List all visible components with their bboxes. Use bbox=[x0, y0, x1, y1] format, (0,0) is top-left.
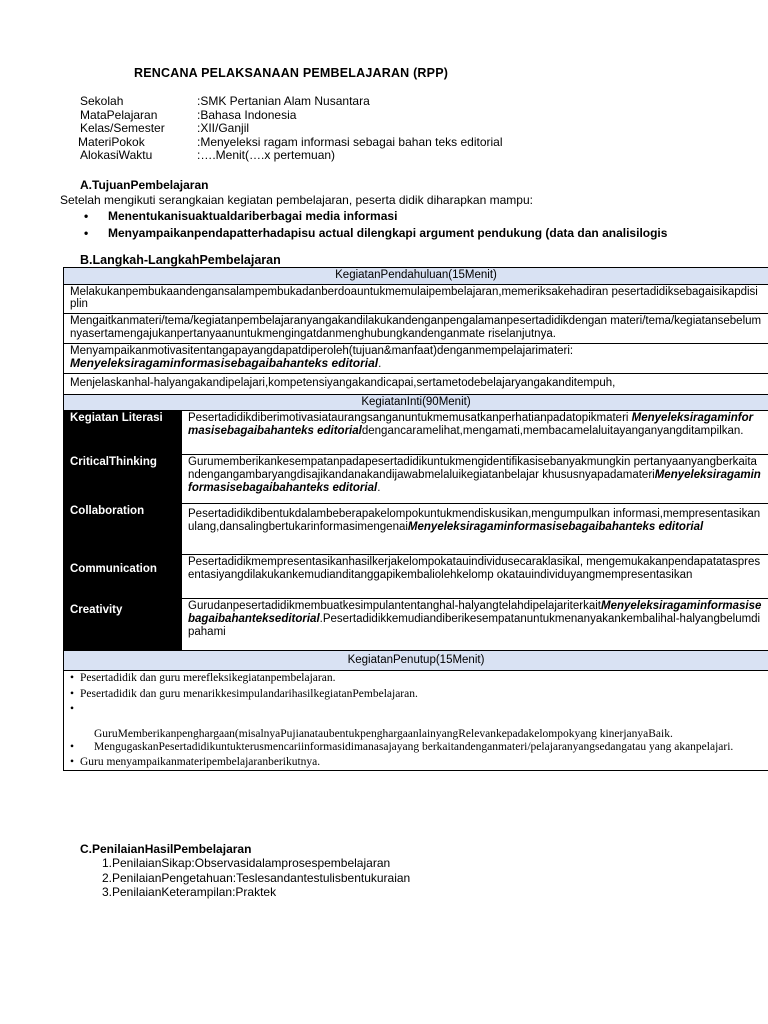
penutup-item bbox=[70, 741, 762, 754]
assessment-list bbox=[102, 856, 410, 900]
inti-text: Pesertadidikdibentukdalambeberapakelompokuntukmendiskusikan,mengumpulkan informasi,mempresentasikanulang,dansalingbertukarinformasimengenai bbox=[188, 508, 761, 534]
penutup-list bbox=[64, 671, 768, 771]
inti-content bbox=[182, 455, 768, 504]
objective-text: Menyampaikanpendapatterhadapisu actual dilengkapi argument pendukung (data dan analisilogis bbox=[108, 226, 668, 240]
penutup-text: Pesertadidik dan guru menarikkesimpulandarihasilkegiatanPembelajaran. bbox=[80, 687, 418, 700]
pendahuluan-row: Menjelaskanhal-halyangakandipelajari,kompetensiyangakandicapai,sertametodebelajaryangakanditempuh, bbox=[64, 373, 768, 394]
inti-text-post: . bbox=[377, 481, 381, 494]
inti-content bbox=[182, 411, 768, 455]
section-a-heading: A.TujuanPembelajaran bbox=[80, 178, 209, 192]
section-b-heading: B.Langkah-LangkahPembelajaran bbox=[80, 253, 281, 267]
inti-label-critical-thinking: CriticalThinking bbox=[64, 455, 182, 504]
bullet-icon: • bbox=[70, 687, 75, 700]
penutup-item bbox=[70, 703, 762, 716]
info-row bbox=[80, 95, 503, 109]
section-a-intro: Setelah mengikuti serangkaian kegiatan pembelajaran, peserta didik diharapkan mampu: bbox=[60, 193, 533, 207]
info-label: Kelas/Semester bbox=[80, 121, 165, 136]
inti-label-communication: Communication bbox=[64, 555, 182, 599]
bullet-icon: • bbox=[70, 740, 75, 753]
page-title: RENCANA PELAKSANAAN PEMBELAJARAN (RPP) bbox=[134, 66, 449, 80]
section-c-heading: C.PenilaianHasilPembelajaran bbox=[80, 842, 252, 856]
inti-text: Pesertadidikmempresentasikanhasilkerjakelompokatauindividusecaraklasikal, mengemukakanpendapatataspresentasiyangdilakukankemudianditanggapikembaliolehkelomp okatauindividuyangmempresentasikan bbox=[188, 556, 761, 582]
assessment-item: 2.PenilaianPengetahuan:Teslesandantestulisbentukuraian bbox=[102, 870, 411, 885]
penutup-item bbox=[70, 728, 762, 741]
info-value: :XII/Ganjil bbox=[197, 121, 250, 136]
material-title: Menyeleksiragaminformasisebagaibahanteks editorial bbox=[407, 521, 704, 534]
pendahuluan-header: KegiatanPendahuluan(15Menit) bbox=[64, 268, 768, 285]
material-title: Menyeleksiragaminformasisebagaibahanteks editorial bbox=[188, 469, 761, 494]
inti-text: Gurumemberikankesempatanpadapesertadidikuntukmengidentifikasisebanyakmungkin pertanyaanyangberkaitandengangambaryangdisajikandanakandijawabmelaluikegiatanbelajar khususnyapadamateri bbox=[188, 456, 757, 482]
objective-item bbox=[84, 226, 667, 240]
identity-block bbox=[80, 95, 503, 163]
info-value: :SMK Pertanian Alam Nusantara bbox=[197, 94, 370, 108]
penutup-text: Pesertadidik dan guru merefleksikegiatanpembelajaran. bbox=[80, 672, 336, 685]
objective-item bbox=[84, 209, 397, 223]
inti-label-collaboration: Collaboration bbox=[64, 504, 182, 555]
info-label: Sekolah bbox=[80, 94, 124, 108]
objective-text: Menentukanisuaktualdariberbagai media informasi bbox=[108, 209, 398, 223]
assessment-item: 1.PenilaianSikap:Observasidalamprosespembelajaran bbox=[102, 856, 391, 870]
info-label: MateriPokok bbox=[78, 134, 145, 149]
pendahuluan-row: Melakukanpembukaandengansalampembukadanberdoauntukmemulaipembelajaran,memeriksakehadiran pesertadidiksebagaisikapdisiplin bbox=[64, 284, 768, 313]
info-value: :Bahasa Indonesia bbox=[197, 107, 297, 122]
info-row bbox=[80, 109, 503, 123]
penutup-item bbox=[70, 688, 762, 701]
bullet-icon: • bbox=[84, 209, 89, 223]
info-row bbox=[80, 122, 503, 136]
assessment-item: 3.PenilaianKeterampilan:Praktek bbox=[102, 885, 277, 899]
pendahuluan-text: Menyampaikanmotivasitentangapayangdapatdiperoleh(tujuan&manfaat)denganmempelajarimateri: bbox=[70, 344, 574, 357]
penutup-header: KegiatanPenutup(15Menit) bbox=[64, 651, 768, 671]
bullet-icon: • bbox=[70, 672, 75, 685]
info-row bbox=[80, 149, 503, 163]
penutup-text: MengugaskanPesertadidikuntukterusmencariinformasidimanasajayang berkaitandenganmateri/pelajaranyangsedangatau yang akanpelajari. bbox=[94, 740, 734, 753]
info-label: MataPelajaran bbox=[80, 107, 158, 122]
inti-text-post: .Pesertadidikkemudiandiberikesempatanuntukmenanyakankembalihal-halyangbelumdipahami bbox=[188, 613, 761, 638]
material-title: Menyeleksiragaminformasisebagaibahantekseditorial bbox=[188, 600, 762, 626]
info-value: :….Menit(….x pertemuan) bbox=[197, 148, 336, 163]
info-row bbox=[80, 136, 503, 150]
penutup-text: Guru menyampaikanmateripembelajaranberikutnya. bbox=[80, 755, 321, 768]
inti-label-creativity: Creativity bbox=[64, 599, 182, 651]
bullet-icon: • bbox=[70, 755, 75, 768]
bullet-icon: • bbox=[70, 703, 75, 716]
inti-content bbox=[182, 599, 768, 651]
pendahuluan-tail: . bbox=[378, 358, 382, 371]
material-title: Menyeleksiragaminformasisebagaibahanteks editorial bbox=[70, 356, 379, 371]
pendahuluan-row bbox=[64, 343, 768, 373]
material-title: Menyeleksiragaminformasisebagaibahanteks editorial bbox=[188, 412, 754, 438]
inti-text: Pesertadidikdiberimotivasiataurangsanganuntukmemusatkanperhatianpadatopikmateri bbox=[188, 412, 632, 425]
pendahuluan-row: Mengaitkanmateri/tema/kegiatanpembelajaranyangakandilakukandenganpengalamanpesertadidikdengan materi/tema/kegiatansebelumnyasertamengajukanpertanyaanuntukmengingatdanmenghubungkandenganmate riselanjutnya. bbox=[64, 314, 768, 343]
info-value: :Menyeleksi ragam informasi sebagai bahan teks editorial bbox=[197, 134, 503, 149]
penutup-item bbox=[70, 672, 762, 685]
inti-content bbox=[182, 504, 768, 555]
inti-content bbox=[182, 555, 768, 599]
info-label: AlokasiWaktu bbox=[80, 148, 153, 163]
inti-header: KegiatanInti(90Menit) bbox=[64, 394, 768, 411]
inti-text: Gurudanpesertadidikmembuatkesimpulantentanghal-halyangtelahdipelajariterkait bbox=[188, 600, 601, 613]
penutup-text: GuruMemberikanpenghargaan(misalnyaPujianataubentukpenghargaanlainyangRelevankepadakelompokyang kinerjanyaBaik. bbox=[94, 728, 673, 741]
penutup-item bbox=[70, 756, 762, 769]
bullet-icon: • bbox=[84, 226, 89, 240]
inti-label-literasi: Kegiatan Literasi bbox=[64, 411, 182, 455]
inti-text-post: dengancaramelihat,mengamati,membacamelaluitayanganyangditampilkan. bbox=[361, 425, 744, 438]
learning-steps-table bbox=[63, 267, 768, 771]
